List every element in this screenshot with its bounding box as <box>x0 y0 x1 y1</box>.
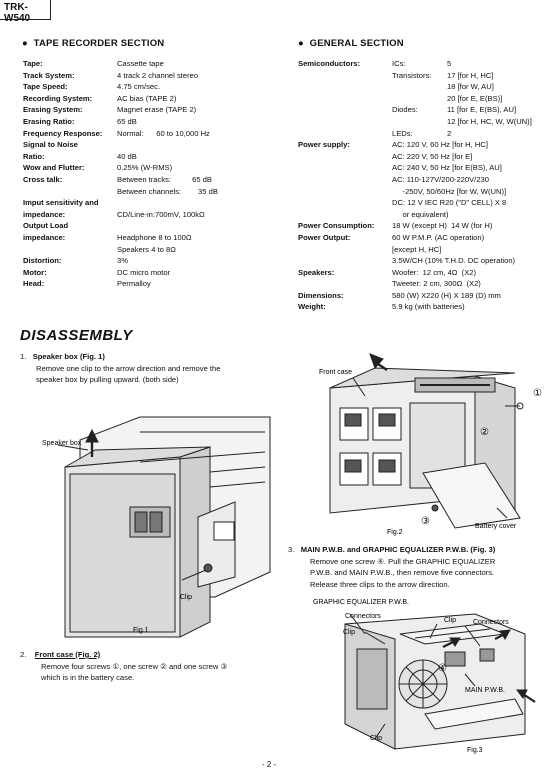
general-spec-sublabel <box>392 93 447 105</box>
general-spec-label <box>298 151 392 163</box>
tape-spec-row <box>23 151 283 163</box>
tape-spec-label: Cross talk: <box>23 174 63 184</box>
general-spec-value: AC: 120 V, 60 Hz [for H, HC] <box>392 140 488 150</box>
general-spec-value: 11 [for E, E(BS), AU] <box>447 105 517 115</box>
tape-spec-row <box>23 81 283 93</box>
tape-spec-label: Output Load <box>23 221 69 231</box>
tape-spec-label: impedance: <box>23 209 66 219</box>
general-spec-row <box>298 70 556 82</box>
tape-spec-value: Between channels: 35 dB <box>117 186 218 196</box>
fig2-num-2: ② <box>480 427 489 438</box>
tape-spec-row <box>23 186 283 198</box>
general-spec-value: 20 [for E, E(BS)] <box>447 93 503 103</box>
tape-spec-value: 65 dB <box>117 116 137 126</box>
step-2 <box>20 649 290 684</box>
general-spec-value: 5.9 kg (with batteries) <box>392 302 465 312</box>
general-spec-row <box>298 209 556 221</box>
general-spec-row <box>298 151 556 163</box>
general-spec-sublabel: ICs: <box>392 59 406 68</box>
general-spec-value: AC: 220 V, 50 Hz [for E] <box>392 151 473 161</box>
tape-spec-label: Erasing Ratio: <box>23 116 75 126</box>
general-spec-value: 18 [for W, AU] <box>447 82 494 92</box>
general-spec-value: DC: 12 V IEC R20 ("D" CELL) X 8 <box>392 198 507 208</box>
tape-spec-row <box>23 162 283 174</box>
general-spec-label <box>298 255 392 267</box>
general-spec-label <box>298 70 392 82</box>
general-spec-label <box>298 186 392 198</box>
tape-spec-value: Between tracks: 65 dB <box>117 174 212 184</box>
general-spec-label: Weight: <box>298 302 326 312</box>
general-spec-value: AC: 240 V, 50 Hz [for E(BS), AU] <box>392 163 502 173</box>
general-spec-row <box>298 220 556 232</box>
page-number: - 2 - <box>262 760 277 769</box>
general-spec-label: Power Consumption: <box>298 221 375 231</box>
tape-spec-label: Recording System: <box>23 93 93 103</box>
fig3-main-pwb-label: MAIN P.W.B. <box>465 687 505 694</box>
tape-spec-row <box>23 58 283 70</box>
fig3-connectors-left-label: Connectors <box>345 613 381 620</box>
step-1-line2: speaker box by pulling upward. (both side) <box>36 375 179 385</box>
general-spec-sublabel <box>392 116 447 128</box>
general-spec-row <box>298 139 556 151</box>
fig3-diagram <box>305 594 557 756</box>
general-spec-value: 60 W P.M.P. (AC operation) <box>392 232 485 242</box>
tape-section-title-text: TAPE RECORDER SECTION <box>33 38 165 49</box>
tape-section-title <box>22 38 164 49</box>
fig3-clip-left-label: Clip <box>343 629 356 636</box>
fig1-speaker-box-label: Speaker box <box>42 440 82 447</box>
general-spec-label: Semiconductors: <box>298 59 361 68</box>
general-spec-label <box>298 209 392 221</box>
tape-spec-value: 4 track 2 channel stereo <box>117 70 199 80</box>
tape-spec-row <box>23 220 283 232</box>
general-spec-label <box>298 278 392 290</box>
tape-spec-row <box>23 93 283 105</box>
tape-spec-row <box>23 128 283 140</box>
general-spec-row <box>298 174 556 186</box>
general-spec-value: [except H, HC] <box>392 244 442 254</box>
fig3-caption: Fig.3 <box>467 747 483 754</box>
general-spec-value: -250V, 50/60Hz [for W, W(UN)] <box>392 186 507 196</box>
general-spec-value: 5 <box>447 59 452 68</box>
fig1-diagram <box>20 392 275 650</box>
step-2-title: Front case (Fig. 2) <box>34 650 101 659</box>
fig2-num-1: ① <box>533 388 542 399</box>
tape-spec-value: DC micro motor <box>117 267 171 277</box>
tape-spec-value: 40 dB <box>117 151 137 161</box>
tape-spec-row <box>23 278 283 290</box>
tape-spec-row <box>23 70 283 82</box>
step-3-line1: Remove one screw ④. Pull the GRAPHIC EQUALIZER <box>310 556 496 566</box>
tape-spec-value: Cassette tape <box>117 59 164 68</box>
tape-spec-label <box>23 244 117 256</box>
step-3-number: 3. <box>288 545 295 554</box>
general-spec-sublabel: Diodes: <box>392 105 418 115</box>
tape-spec-row <box>23 139 283 151</box>
general-spec-value: Tweeter: 2 cm, 300Ω (X2) <box>392 279 481 289</box>
general-spec-row <box>298 301 556 313</box>
general-spec-row <box>298 290 556 302</box>
tape-spec-label: Frequency Response: <box>23 128 103 138</box>
tape-spec-value: AC bias (TAPE 2) <box>117 93 177 103</box>
general-spec-label <box>298 104 392 116</box>
general-spec-value: 3.5W/CH (10% T.H.D. DC operation) <box>392 256 516 266</box>
tape-spec-label: Tape Speed: <box>23 82 68 92</box>
general-spec-label <box>298 128 392 140</box>
step-1-title: Speaker box (Fig. 1) <box>32 352 105 361</box>
tape-spec-label: Erasing System: <box>23 105 83 115</box>
general-spec-row <box>298 197 556 209</box>
step-3 <box>288 544 556 590</box>
general-spec-label <box>298 197 392 209</box>
general-spec-row <box>298 104 556 116</box>
tape-spec-value: Permalloy <box>117 279 151 289</box>
tape-spec-row <box>23 104 283 116</box>
general-spec-row <box>298 232 556 244</box>
general-spec-row <box>298 186 556 198</box>
tape-spec-value: Speakers 4 to 8Ω <box>117 244 176 254</box>
general-spec-label: Power supply: <box>298 140 350 150</box>
tape-spec-value: 4.75 cm/sec. <box>117 82 161 92</box>
tape-spec-row <box>23 255 283 267</box>
bullet-icon: ● <box>298 38 304 49</box>
tape-spec-value: 3% <box>117 256 128 266</box>
tape-spec-row <box>23 116 283 128</box>
general-spec-label <box>298 93 392 105</box>
general-spec-value: or equivalent) <box>392 209 449 219</box>
disassembly-title: DISASSEMBLY <box>20 327 133 344</box>
fig2-caption: Fig.2 <box>387 529 403 536</box>
tape-spec-label: impedance: <box>23 232 66 242</box>
fig2-num-3: ③ <box>421 516 430 527</box>
step-2-line2: which is in the battery case. <box>41 673 135 683</box>
general-spec-label <box>298 244 392 256</box>
general-spec-sublabel: Transistors: <box>392 70 432 80</box>
general-spec-value: Woofer: 12 cm, 4Ω (X2) <box>392 267 477 277</box>
fig2-diagram <box>315 348 555 540</box>
general-spec-label: Power Output: <box>298 232 351 242</box>
step-1 <box>20 351 290 386</box>
tape-spec-value: 0.25% (W-RMS) <box>117 163 173 173</box>
general-spec-label <box>298 81 392 93</box>
general-spec-label <box>298 174 392 186</box>
general-spec-value: 18 W (except H) 14 W (for H) <box>392 221 493 231</box>
fig3-num-4: ④ <box>438 663 447 674</box>
tape-spec-row <box>23 244 283 256</box>
step-3-line3: Release three clips to the arrow direction. <box>310 579 450 589</box>
general-spec-row <box>298 162 556 174</box>
fig1-clip-label: Clip <box>180 594 193 601</box>
step-1-line1: Remove one clip to the arrow direction and remove the <box>36 363 221 373</box>
general-spec-value: 580 (W) X220 (H) X 189 (D) mm <box>392 290 501 300</box>
general-spec-sublabel <box>392 81 447 93</box>
tape-spec-row <box>23 197 283 209</box>
general-spec-row <box>298 255 556 267</box>
tape-spec-label: Tape: <box>23 59 43 68</box>
general-spec-row <box>298 267 556 279</box>
fig2-front-case-label: Front case <box>319 369 353 376</box>
general-spec-label: Speakers: <box>298 267 335 277</box>
fig3-connectors-right-label: Connectors <box>473 619 509 626</box>
fig2-battery-cover-label: Battery cover <box>475 523 517 530</box>
general-spec-value: 17 [for H, HC] <box>447 70 494 80</box>
step-2-line1: Remove four screws ①, one screw ② and one screw ③ <box>41 661 228 671</box>
tape-spec-label <box>23 186 117 198</box>
fig1-caption: Fig.1 <box>133 627 149 634</box>
tape-spec-row <box>23 174 283 186</box>
tape-spec-label: Wow and Flutter: <box>23 163 85 173</box>
general-spec-row <box>298 81 556 93</box>
general-spec-value: 2 <box>447 128 452 138</box>
general-spec-list <box>298 58 556 313</box>
general-spec-value: AC: 110-127V/200-220V/230 <box>392 174 489 184</box>
general-spec-row <box>298 93 556 105</box>
step-1-number: 1. <box>20 352 27 361</box>
tape-spec-list <box>23 58 283 290</box>
general-spec-row <box>298 128 556 140</box>
tape-spec-value: Normal: 60 to 10,000 Hz <box>117 128 210 138</box>
bullet-icon: ● <box>22 38 28 49</box>
fig3-clip-right-label: Clip <box>444 617 457 624</box>
step-3-line2: P.W.B. and MAIN P.W.B., then remove five connectors. <box>310 568 495 578</box>
tape-spec-value: Headphone 8 to 100Ω <box>117 232 192 242</box>
general-spec-label <box>298 162 392 174</box>
general-spec-row <box>298 116 556 128</box>
general-spec-sublabel: LEDs: <box>392 128 413 138</box>
tape-spec-label: Track System: <box>23 70 75 80</box>
step-2-number: 2. <box>20 650 27 659</box>
tape-spec-row <box>23 209 283 221</box>
tape-spec-row <box>23 267 283 279</box>
general-spec-label: Dimensions: <box>298 290 344 300</box>
tape-spec-label: Imput sensitivity and <box>23 198 99 208</box>
general-spec-value: 12 [for H, HC, W, W(UN)] <box>447 116 532 126</box>
general-section-title-text: GENERAL SECTION <box>309 38 404 49</box>
fig3-graphic-eq-label: GRAPHIC EQUALIZER P.W.B. <box>313 599 409 606</box>
step-3-title: MAIN P.W.B. and GRAPHIC EQUALIZER P.W.B. (Fig. 3) <box>300 545 496 554</box>
general-spec-label <box>298 116 392 128</box>
tape-spec-label: Ratio: <box>23 151 45 161</box>
tape-spec-value: Magnet erase (TAPE 2) <box>117 105 197 115</box>
tape-spec-label: Motor: <box>23 267 47 277</box>
general-section-title <box>298 38 404 49</box>
fig3-clip-bottom-label: Clip <box>370 735 383 742</box>
general-spec-row <box>298 278 556 290</box>
tape-spec-label: Distortion: <box>23 256 62 266</box>
tape-spec-value: CD/Line-in:700mV, 100kΩ <box>117 209 205 219</box>
tape-spec-label: Signal to Noise <box>23 140 78 150</box>
tape-spec-label: Head: <box>23 279 45 289</box>
general-spec-row <box>298 58 556 70</box>
model-label: TRK-W540 <box>0 0 51 20</box>
tape-spec-row <box>23 232 283 244</box>
general-spec-row <box>298 244 556 256</box>
